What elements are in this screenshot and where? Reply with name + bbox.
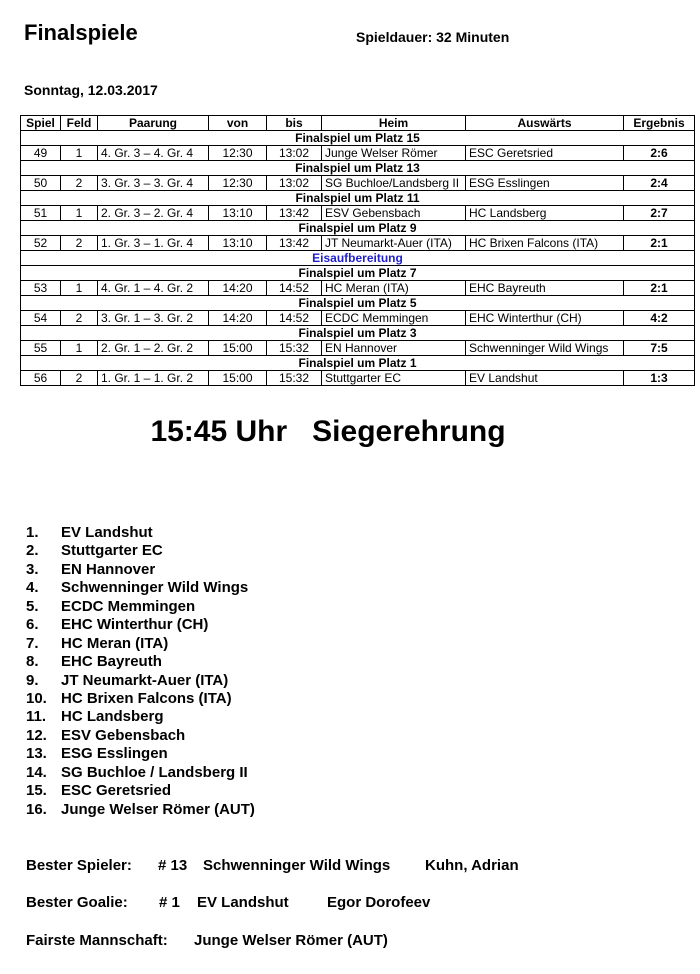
ranking-item [26,561,255,579]
section-label: Finalspiel um Platz 13 [21,161,695,176]
rank-team: EN Hannover [61,560,156,578]
table-row [21,176,695,191]
start-time: 14:20 [209,281,267,296]
end-time: 13:02 [267,176,322,191]
column-header: bis [267,116,322,131]
award-label: Bester Spieler: [26,857,132,874]
field-number: 2 [61,236,98,251]
section-row [21,221,695,236]
section-label: Finalspiel um Platz 9 [21,221,695,236]
away-team: EHC Winterthur (CH) [466,311,624,326]
ranking-item [26,727,255,745]
away-team: ESG Esslingen [466,176,624,191]
rank-team: JT Neumarkt-Auer (ITA) [61,671,229,689]
away-team: HC Brixen Falcons (ITA) [466,236,624,251]
table-row [21,341,695,356]
start-time: 13:10 [209,236,267,251]
section-row [21,356,695,371]
ranking-item [26,801,255,819]
end-time: 13:02 [267,146,322,161]
schedule-table [20,115,695,386]
ranking-item [26,598,255,616]
start-time: 15:00 [209,371,267,386]
fairest-team-award [26,932,388,949]
field-number: 1 [61,146,98,161]
end-time: 14:52 [267,281,322,296]
player-number: # 13 [158,857,188,874]
home-team: HC Meran (ITA) [322,281,466,296]
rank-number: 15. [26,782,47,800]
rank-number: 12. [26,726,47,744]
start-time: 13:10 [209,206,267,221]
rank-team: Junge Welser Römer (AUT) [61,800,255,818]
column-header: Feld [61,116,98,131]
pairing: 4. Gr. 1 – 4. Gr. 2 [98,281,209,296]
fairest-team-name: Junge Welser Römer (AUT) [194,932,388,949]
game-number: 52 [21,236,61,251]
rank-team: HC Brixen Falcons (ITA) [61,689,232,707]
section-label: Finalspiel um Platz 1 [21,356,695,371]
rank-number: 2. [26,542,39,560]
end-time: 13:42 [267,236,322,251]
section-row [21,296,695,311]
ranking-item [26,524,255,542]
game-number: 56 [21,371,61,386]
award-label: Fairste Mannschaft: [26,932,168,949]
table-row [21,146,695,161]
rank-number: 10. [26,689,47,707]
rank-number: 9. [26,671,39,689]
away-team: ESC Geretsried [466,146,624,161]
field-number: 1 [61,341,98,356]
table-row [21,311,695,326]
rank-team: EHC Bayreuth [61,653,162,671]
rank-number: 11. [26,708,47,726]
table-row [21,281,695,296]
ranking-item [26,708,255,726]
rank-team: HC Meran (ITA) [61,634,169,652]
field-number: 1 [61,281,98,296]
section-label: Finalspiel um Platz 3 [21,326,695,341]
pairing: 3. Gr. 3 – 3. Gr. 4 [98,176,209,191]
section-label: Finalspiel um Platz 11 [21,191,695,206]
ranking-item [26,672,255,690]
event-date: Sonntag, 12.03.2017 [24,82,158,98]
ranking-item [26,616,255,634]
field-number: 2 [61,371,98,386]
notice-row [21,251,695,266]
goalie-name: Egor Dorofeev [327,894,431,911]
pairing: 2. Gr. 1 – 2. Gr. 2 [98,341,209,356]
rank-team: ESC Geretsried [61,782,172,800]
rank-number: 13. [26,745,47,763]
rank-number: 16. [26,800,47,818]
rank-team: EHC Winterthur (CH) [61,616,209,634]
rank-team: SG Buchloe / Landsberg II [61,763,248,781]
rank-number: 1. [26,524,39,541]
rank-team: ECDC Memmingen [61,597,196,615]
section-row [21,266,695,281]
ranking-item [26,542,255,560]
section-label: Finalspiel um Platz 15 [21,131,695,146]
player-name: Kuhn, Adrian [425,857,519,874]
result: 2:1 [624,236,695,251]
award-label: Bester Goalie: [26,894,128,911]
goalie-number: # 1 [159,894,180,911]
home-team: ESV Gebensbach [322,206,466,221]
final-ranking-list [26,524,255,819]
player-team: Schwenninger Wild Wings [203,857,391,874]
ranking-item [26,764,255,782]
table-row [21,371,695,386]
section-row [21,131,695,146]
best-goalie-award [26,894,430,911]
game-number: 54 [21,311,61,326]
away-team: EV Landshut [466,371,624,386]
rank-number: 8. [26,653,39,671]
game-number: 53 [21,281,61,296]
column-header: Heim [322,116,466,131]
rank-team: EV Landshut [61,524,153,541]
pairing: 1. Gr. 1 – 1. Gr. 2 [98,371,209,386]
away-team: HC Landsberg [466,206,624,221]
pairing: 1. Gr. 3 – 1. Gr. 4 [98,236,209,251]
section-row [21,326,695,341]
section-label: Finalspiel um Platz 7 [21,266,695,281]
start-time: 12:30 [209,146,267,161]
column-header: von [209,116,267,131]
section-row [21,161,695,176]
rank-number: 6. [26,616,39,634]
section-row [21,191,695,206]
pairing: 2. Gr. 3 – 2. Gr. 4 [98,206,209,221]
field-number: 2 [61,311,98,326]
ranking-item [26,690,255,708]
rank-team: Schwenninger Wild Wings [61,579,249,597]
column-header: Spiel [21,116,61,131]
column-header: Ergebnis [624,116,695,131]
rank-team: ESG Esslingen [61,745,168,763]
rank-number: 7. [26,634,39,652]
result: 7:5 [624,341,695,356]
ranking-item [26,635,255,653]
start-time: 14:20 [209,311,267,326]
home-team: EN Hannover [322,341,466,356]
result: 2:6 [624,146,695,161]
table-header-row [21,116,695,131]
award-ceremony-heading: 15:45 Uhr Siegerehrung [150,415,506,448]
rank-number: 3. [26,560,39,578]
field-number: 2 [61,176,98,191]
result: 4:2 [624,311,695,326]
result: 1:3 [624,371,695,386]
goalie-team: EV Landshut [197,894,289,911]
start-time: 12:30 [209,176,267,191]
end-time: 15:32 [267,371,322,386]
table-row [21,236,695,251]
ranking-item [26,782,255,800]
rank-team: ESV Gebensbach [61,726,186,744]
rank-team: Stuttgarter EC [61,542,163,560]
game-number: 51 [21,206,61,221]
end-time: 13:42 [267,206,322,221]
rank-team: HC Landsberg [61,708,164,726]
end-time: 14:52 [267,311,322,326]
section-label: Finalspiel um Platz 5 [21,296,695,311]
best-player-award [26,857,519,874]
rank-number: 14. [26,763,47,781]
home-team: Junge Welser Römer [322,146,466,161]
away-team: Schwenninger Wild Wings [466,341,624,356]
home-team: Stuttgarter EC [322,371,466,386]
pairing: 3. Gr. 1 – 3. Gr. 2 [98,311,209,326]
game-number: 55 [21,341,61,356]
end-time: 15:32 [267,341,322,356]
start-time: 15:00 [209,341,267,356]
result: 2:1 [624,281,695,296]
rank-number: 4. [26,579,39,597]
result: 2:4 [624,176,695,191]
ranking-item [26,653,255,671]
rank-number: 5. [26,597,39,615]
away-team: EHC Bayreuth [466,281,624,296]
ranking-item [26,579,255,597]
home-team: ECDC Memmingen [322,311,466,326]
game-number: 49 [21,146,61,161]
game-duration: Spieldauer: 32 Minuten [356,29,510,45]
home-team: JT Neumarkt-Auer (ITA) [322,236,466,251]
ice-resurfacing-label: Eisaufbereitung [21,251,695,266]
page-title: Finalspiele [24,20,138,45]
ranking-item [26,745,255,763]
field-number: 1 [61,206,98,221]
result: 2:7 [624,206,695,221]
pairing: 4. Gr. 3 – 4. Gr. 4 [98,146,209,161]
game-number: 50 [21,176,61,191]
home-team: SG Buchloe/Landsberg II [322,176,466,191]
column-header: Paarung [98,116,209,131]
table-row [21,206,695,221]
column-header: Auswärts [466,116,624,131]
